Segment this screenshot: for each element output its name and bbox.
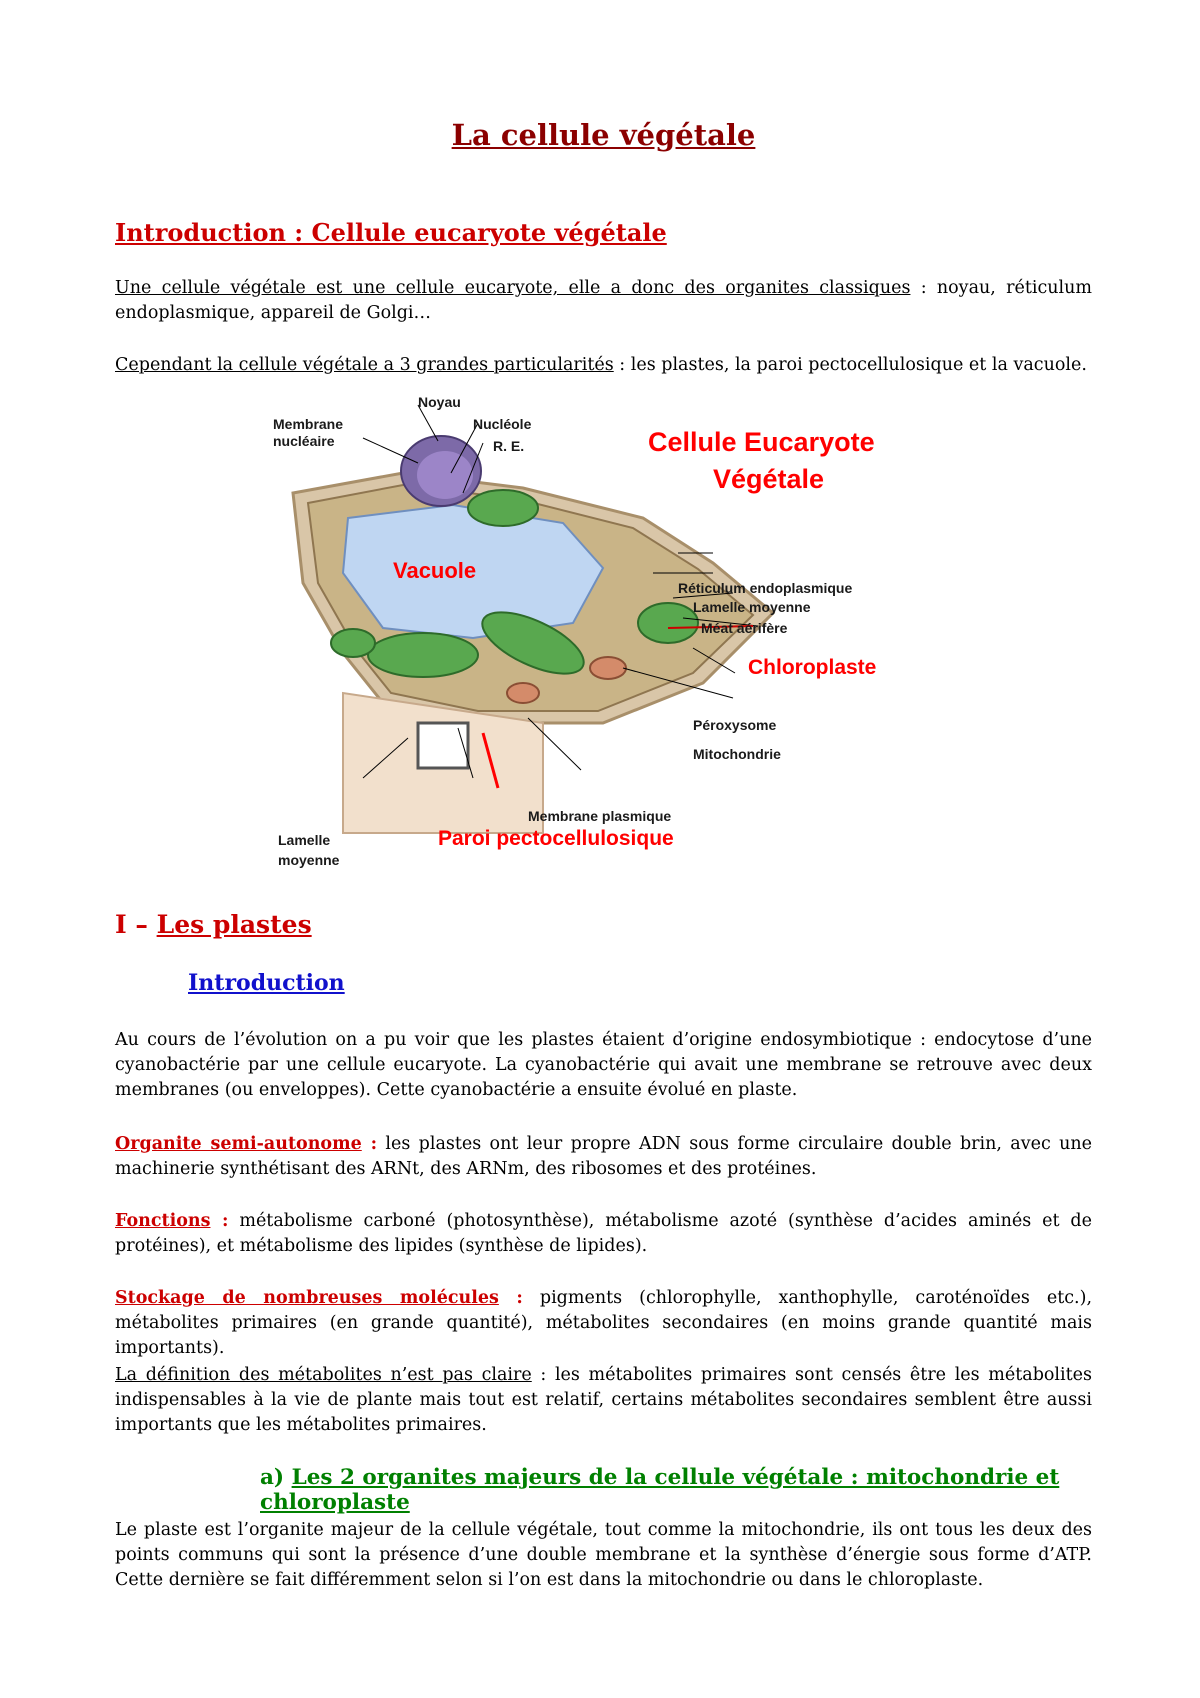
paragraph-evolution: Au cours de l’évolution on a pu voir que les plastes étaient d’origine endosymbiotique : endocytose d’une cyanobactérie par une cellule eucaryote. La cyanobactérie qui avait une membrane se retrouve avec deux membranes (ou enveloppes). Cette cyanobactérie a ensuite évolué en plaste. (115, 1030, 1092, 1100)
label-vacuole: Vacuole (393, 558, 477, 583)
page-title: La cellule végétale (451, 118, 756, 152)
diagram-title (648, 427, 875, 494)
paragraph-definition: La définition des métabolites n’est pas claire : les métabolites primaires sont censés être les métabolites indispensables à la vie de plante mais tout est relatif, certains métabolites secondaires semblent être aussi importants que les métabolites primaires. (115, 1365, 1092, 1435)
label-peroxysome: Péroxysome (693, 717, 777, 733)
paragraph-stockage: Stockage de nombreuses molécules : pigments (chlorophylle, xanthophylle, caroténoïdes etc.), métabolites primaires (en grande quantité), métabolites secondaires (en moins grande quantité mais importants). (115, 1288, 1093, 1358)
label-reticulum: Réticulum endoplasmique (678, 580, 853, 596)
label-membrane-nucleaire-1: Membrane (273, 416, 344, 432)
label-lamelle-1: Lamelle (278, 832, 331, 848)
paragraph-organite: Organite semi-autonome : les plastes ont leur propre ADN sous forme circulaire double brin, avec une machinerie synthétisant des ARNt, des ARNm, des ribosomes et des protéines. (115, 1134, 1092, 1179)
label-paroi: Paroi pectocellulosique (438, 827, 674, 850)
chloroplast-shape (331, 629, 375, 657)
subsection-a-heading: a) Les 2 organites majeurs de la cellule végétale : mitochondrie et chloroplaste (260, 1465, 1060, 1515)
diagram-title-line-1: Cellule Eucaryote (648, 427, 875, 457)
label-membrane-plasmique: Membrane plasmique (528, 808, 672, 824)
label-meat: Méat aérifère (701, 620, 788, 636)
label-nucleole: Nucléole (473, 416, 532, 432)
pit-shape (418, 723, 468, 768)
mitochondrion-shape (590, 657, 626, 679)
chloroplast-shape (638, 603, 698, 643)
chloroplast-shape (468, 490, 538, 526)
paragraph-plaste: Le plaste est l’organite majeur de la cellule végétale, tout comme la mitochondrie, ils ont tous les deux des points communs qui sont la présence d’une double membrane et la synthèse d’énergie sous forme d’ATP. Cette dernière se fait différemment selon si l’on est dans la mitochondrie ou dans le chloroplaste. (115, 1520, 1092, 1590)
label-noyau: Noyau (418, 394, 461, 410)
label-re: R. E. (493, 438, 525, 454)
intro-paragraph-2: Cependant la cellule végétale a 3 grandes particularités : les plastes, la paroi pectocellulosique et la vacuole. (115, 355, 1087, 375)
label-mitochondrie: Mitochondrie (693, 746, 781, 762)
diagram-title-line-2: Végétale (713, 464, 825, 494)
label-lamelle-2: moyenne (278, 852, 340, 868)
chloroplast-shape (368, 633, 478, 677)
label-membrane-nucleaire-2: nucléaire (273, 433, 335, 449)
label-chloroplaste: Chloroplaste (748, 656, 877, 679)
label-lamelle-moyenne-right: Lamelle moyenne (693, 599, 811, 615)
section-heading-plastes: I – Les plastes (115, 910, 312, 939)
intro-heading: Introduction : Cellule eucaryote végétale (115, 218, 667, 247)
plant-cell-diagram (273, 393, 1053, 873)
nucleolus-shape (417, 451, 473, 499)
paragraph-fonctions: Fonctions : métabolisme carboné (photosynthèse), métabolisme azoté (synthèse d’acides aminés et de protéines), et métabolisme des lipides (synthèse de lipides). (115, 1211, 1092, 1256)
mitochondrion-shape (507, 683, 539, 703)
plastes-intro-heading: Introduction (188, 970, 345, 996)
intro-paragraph-1: Une cellule végétale est une cellule eucaryote, elle a donc des organites classiques : noyau, réticulum endoplasmique, appareil de Golgi… (115, 278, 1092, 323)
